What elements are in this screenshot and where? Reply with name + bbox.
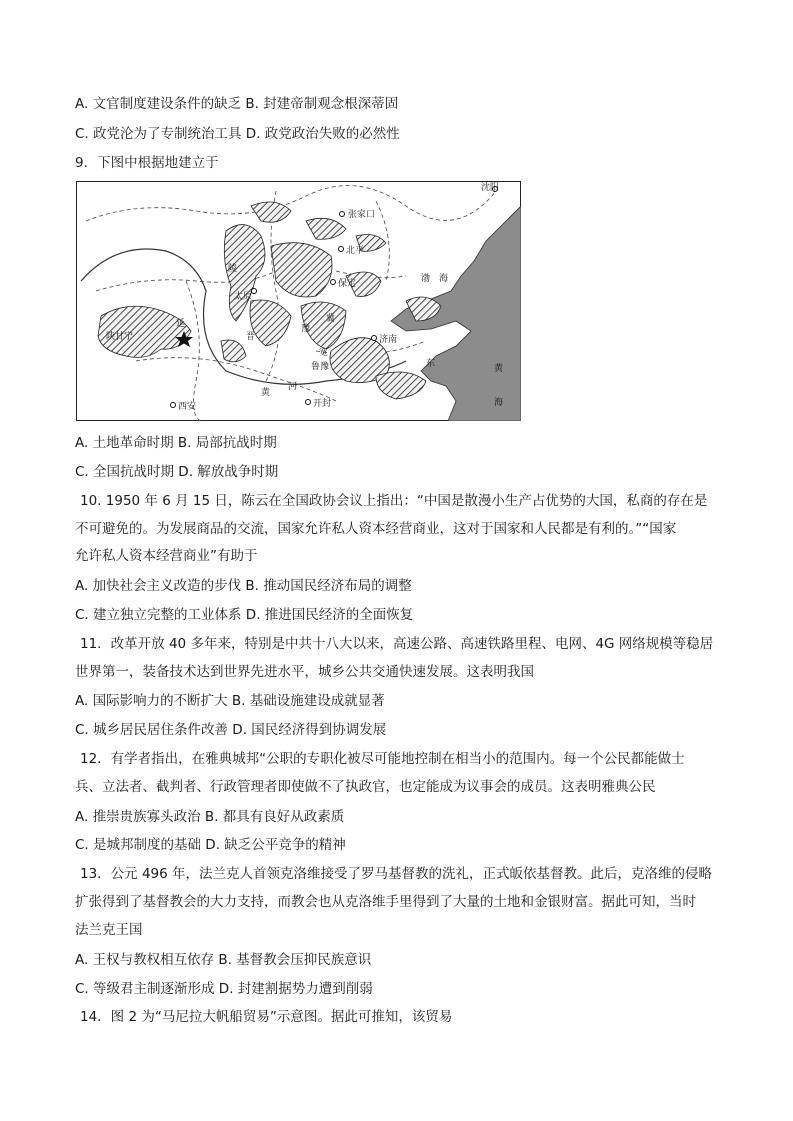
label-kaifeng: 开封 [313,399,332,409]
q12-options-ab: A. 推崇贵族寡头政治 B. 都具有良好从政素质 [75,809,345,825]
q13-line-3: 法兰克王国 [75,922,143,938]
label-xian: 西安 [178,402,197,412]
q11-options-ab: A. 国际影响力的不断扩大 B. 基础设施建设成就显著 [75,693,385,709]
q14-line-1: 14．图 2 为“马尼拉大帆船贸易”示意图。据此可推知，该贸易 [80,1009,453,1025]
label-jinan: 济南 [379,335,398,345]
q9-options-cd: C. 全国抗战时期 D. 解放战争时期 [75,464,279,480]
label-bohai: 渤 海 [421,274,449,284]
label-luyu: 鲁豫 [311,362,330,372]
label-kuan: 宽 [319,348,329,358]
q10-line-2: 不可避免的。为发展商品的交流，国家允许私人资本经营商业，这对于国家和人民都是有利的。”“国家 [75,521,677,537]
label-shaanganning: 陕甘宁 [106,332,134,342]
label-ling: 陵 [228,264,238,274]
label-beiping: 北平 [346,246,365,256]
q10-options-ab: A. 加快社会主义改造的步伐 B. 推动国民经济布局的调整 [75,578,412,594]
q8-options-cd: C. 政党沦为了专制统治工具 D. 政党政治失败的必然性 [75,126,400,142]
q12-options-cd: C. 是城邦制度的基础 D. 缺乏公平竞争的精神 [75,837,346,853]
q9-stem: 9．下图中根据地建立于 [75,155,219,171]
label-yu: 豫 [301,324,311,334]
label-taiyuan: 太原 [234,292,253,302]
q10-line-3: 允许私人资本经营商业”有助于 [75,548,258,564]
q13-options-cd: C. 等级君主制逐渐形成 D. 封建割据势力遭到削弱 [75,981,373,997]
q13-options-ab: A. 王权与教权相互依存 B. 基督教会压抑民族意识 [75,952,372,968]
q10-options-cd: C. 建立独立完整的工业体系 D. 推进国民经济的全面恢复 [75,607,414,623]
base-area-map [76,181,521,421]
q8-options-ab: A. 文官制度建设条件的缺乏 B. 封建帝制观念根深蒂固 [75,96,399,112]
label-zhangjiakou: 张家口 [348,210,376,220]
q12-line-1: 12．有学者指出，在雅典城邦“公职的专职化被尽可能地控制在相当小的范围内。每一个公民都能做士 [80,751,685,767]
label-shenyang: 沈阳 [481,183,500,193]
label-huanghai-2: 海 [494,398,504,408]
label-huanghai-1: 黄 [494,364,504,374]
q13-line-1: 13．公元 496 年，法兰克人首领克洛维接受了罗马基督教的洗礼，正式皈依基督教。此后，克洛维的侵略 [80,866,713,882]
q10-line-1: 10. 1950 年 6 月 15 日，陈云在全国政协会议上指出：“中国是散漫小生产占优势的大国，私商的存在是 [80,493,708,509]
label-baoding: 保定 [338,279,357,289]
q9-options-ab: A. 土地革命时期 B. 局部抗战时期 [75,435,277,451]
label-yanan: 延 [176,319,186,329]
q13-line-2: 扩张得到了基督教会的大力支持，而教会也从克洛维手里得到了大量的土地和金银财富。据此可知，当时 [75,894,696,910]
q11-options-cd: C. 城乡居民居住条件改善 D. 国民经济得到协调发展 [75,722,387,738]
q11-line-1: 11．改革开放 40 多年来，特别是中共十八大以来，高速公路、高速铁路里程、电网、4G 网络规模等稳居 [80,636,714,652]
label-he: 河 [288,382,298,392]
label-huang: 黄 [261,388,271,398]
q11-line-2: 世界第一，装备技术达到世界先进水平，城乡公共交通快速发展。这表明我国 [75,664,534,680]
label-shandong: 东 [426,359,436,369]
label-ji: 冀 [326,314,336,324]
label-jin: 晋 [246,332,256,342]
q12-line-2: 兵、立法者、截判者、行政管理者即使做不了执政官，也定能成为议事会的成员。这表明雅典公民 [75,779,656,795]
